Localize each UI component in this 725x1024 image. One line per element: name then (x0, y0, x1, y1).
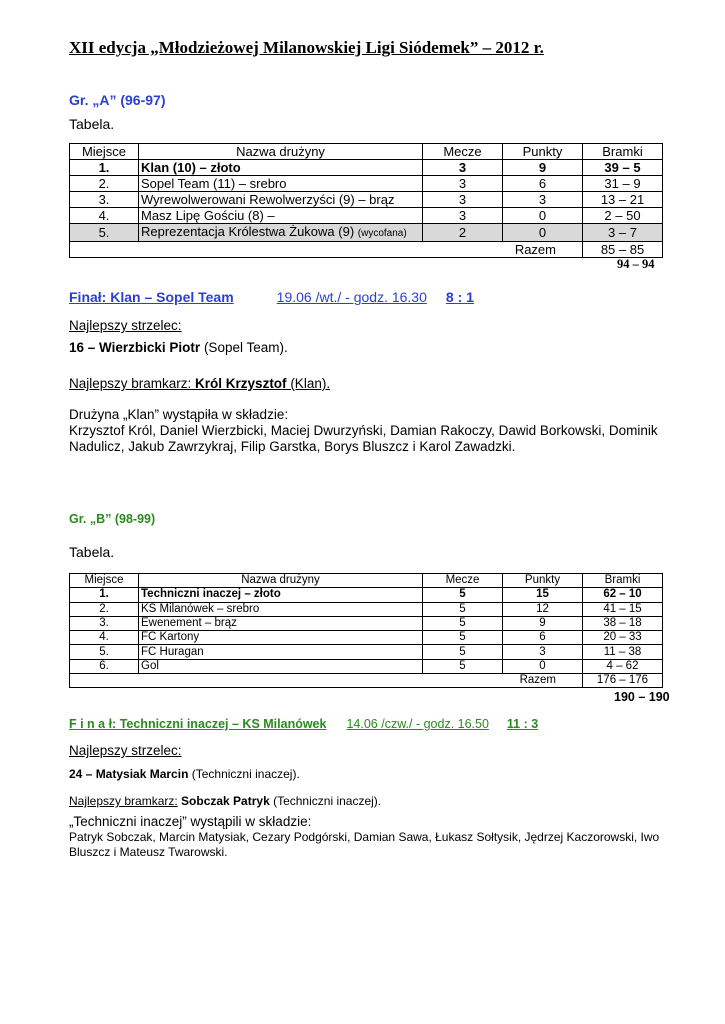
group-a-top-scorer-label: Najlepszy strzelec: (69, 318, 182, 333)
table-row (70, 208, 663, 224)
group-a-standings-table (69, 143, 663, 258)
final-score: 11 : 3 (506, 717, 539, 731)
goals-cell: 38 – 18 (583, 616, 663, 630)
final-score: 8 : 1 (445, 289, 474, 305)
goalkeeper-team: (Klan). (286, 376, 331, 391)
points-cell: 6 (503, 631, 583, 645)
goals-cell: 31 – 9 (583, 176, 663, 192)
group-a-heading: Gr. „A” (96-97) (69, 92, 166, 108)
top-scorer-name: 24 – Matysiak Marcin (69, 767, 189, 781)
games-cell: 3 (423, 192, 503, 208)
goals-cell: 3 – 7 (583, 224, 663, 242)
top-scorer-name: 16 – Wierzbicki Piotr (69, 340, 201, 355)
goals-cell: 13 – 21 (583, 192, 663, 208)
final-label: F i n a ł: Techniczni inaczej – KS Milanówek (69, 717, 327, 731)
goals-cell: 39 – 5 (583, 160, 663, 176)
place-cell: 3. (70, 616, 139, 630)
total-label: Razem (70, 674, 583, 688)
top-scorer-team: (Techniczni inaczej). (188, 767, 300, 781)
top-scorer-team: (Sopel Team). (200, 340, 288, 355)
header-points: Punkty (503, 144, 583, 160)
games-cell: 5 (423, 616, 503, 630)
total-value: 176 – 176 (583, 674, 663, 688)
goals-cell: 20 – 33 (583, 631, 663, 645)
table-total-row (70, 242, 663, 258)
points-cell: 9 (503, 160, 583, 176)
points-cell: 9 (503, 616, 583, 630)
team-cell: Klan (10) – złoto (139, 160, 423, 176)
team-withdrawn-note: (wycofana) (357, 228, 407, 239)
group-b-standings-table (69, 573, 663, 688)
goalkeeper-name: Król Krzysztof (195, 376, 287, 391)
goalkeeper-label: Najlepszy bramkarz: (69, 376, 196, 391)
page-title: XII edycja „Młodzieżowej Milanowskiej Ligi Siódemek” – 2012 r. (69, 38, 544, 57)
group-b-final (69, 717, 538, 731)
team-cell: Wyrewolwerowani Rewolwerzyści (9) – brąz (139, 192, 423, 208)
table-total-row (70, 674, 663, 688)
group-b-goalkeeper (69, 794, 381, 808)
place-cell: 1. (70, 588, 139, 602)
games-cell: 5 (423, 602, 503, 616)
final-date: 19.06 /wt./ - godz. 16.30 (276, 289, 427, 305)
goalkeeper-team: (Techniczni inaczej). (269, 794, 382, 808)
header-games: Mecze (423, 574, 503, 588)
table-row (70, 659, 663, 673)
place-cell: 6. (70, 659, 139, 673)
group-a-squad-list: Krzysztof Król, Daniel Wierzbicki, Maciej Dwurzyński, Damian Rakoczy, Dawid Borkowski, Dominik Nadulicz, Jakub Zawrzykraj, Filip Garstka, Borys Bluszcz i Karol Zawadzki. (69, 423, 658, 454)
group-b-heading: Gr. „B” (98-99) (69, 512, 156, 526)
team-name: Reprezentacja Królestwa Żukowa (9) (141, 224, 358, 239)
table-row (70, 645, 663, 659)
goalkeeper-label: Najlepszy bramkarz: (69, 794, 178, 808)
games-cell: 3 (423, 176, 503, 192)
group-a-extra-total: 94 – 94 (617, 257, 655, 271)
team-cell: FC Kartony (139, 631, 423, 645)
group-b-top-scorer-label: Najlepszy strzelec: (69, 743, 182, 758)
header-place: Miejsce (70, 144, 139, 160)
table-row-withdrawn (70, 224, 663, 242)
games-cell: 5 (423, 659, 503, 673)
team-cell: KS Milanówek – srebro (139, 602, 423, 616)
points-cell: 0 (503, 659, 583, 673)
place-cell: 5. (70, 645, 139, 659)
group-a-goalkeeper (69, 376, 330, 391)
header-points: Punkty (503, 574, 583, 588)
header-team: Nazwa drużyny (139, 574, 423, 588)
group-b-squad-intro: „Techniczni inaczej” wystąpili w składzie: (69, 814, 312, 829)
place-cell: 1. (70, 160, 139, 176)
games-cell: 2 (423, 224, 503, 242)
table-row (70, 160, 663, 176)
group-b-table-label: Tabela. (69, 544, 115, 560)
place-cell: 3. (70, 192, 139, 208)
goals-cell: 41 – 15 (583, 602, 663, 616)
table-row (70, 192, 663, 208)
table-header-row (70, 144, 663, 160)
total-label: Razem (70, 242, 583, 258)
table-row (70, 616, 663, 630)
games-cell: 5 (423, 631, 503, 645)
team-cell: Ewenement – brąz (139, 616, 423, 630)
goals-cell: 62 – 10 (583, 588, 663, 602)
group-b-extra-total: 190 – 190 (614, 690, 670, 704)
team-cell (139, 224, 423, 242)
goals-cell: 11 – 38 (583, 645, 663, 659)
place-cell: 2. (70, 176, 139, 192)
group-a-table-label: Tabela. (69, 116, 115, 132)
games-cell: 5 (423, 645, 503, 659)
group-b-top-scorer (69, 767, 300, 781)
header-place: Miejsce (70, 574, 139, 588)
team-cell: Techniczni inaczej – złoto (139, 588, 423, 602)
points-cell: 3 (503, 645, 583, 659)
table-row (70, 588, 663, 602)
team-cell: Sopel Team (11) – srebro (139, 176, 423, 192)
header-goals: Bramki (583, 144, 663, 160)
team-cell: Masz Lipę Gościu (8) – (139, 208, 423, 224)
table-header-row (70, 574, 663, 588)
points-cell: 12 (503, 602, 583, 616)
points-cell: 3 (503, 192, 583, 208)
group-a-final (69, 289, 474, 305)
games-cell: 3 (423, 208, 503, 224)
place-cell: 4. (70, 208, 139, 224)
group-b-squad-list: Patryk Sobczak, Marcin Matysiak, Cezary Podgórski, Damian Sawa, Łukasz Sołtysik, Jędrzej Kaczorowski, Iwo Bluszcz i Mateusz Twarowski. (69, 830, 660, 859)
group-a-squad-intro: Drużyna „Klan” wystąpiła w składzie: (69, 407, 289, 422)
table-row (70, 602, 663, 616)
games-cell: 3 (423, 160, 503, 176)
final-date: 14.06 /czw./ - godz. 16.50 (346, 717, 489, 731)
points-cell: 0 (503, 224, 583, 242)
header-team: Nazwa drużyny (139, 144, 423, 160)
points-cell: 0 (503, 208, 583, 224)
place-cell: 2. (70, 602, 139, 616)
points-cell: 15 (503, 588, 583, 602)
team-cell: FC Huragan (139, 645, 423, 659)
team-cell: Gol (139, 659, 423, 673)
group-a-top-scorer (69, 340, 288, 355)
place-cell: 4. (70, 631, 139, 645)
header-goals: Bramki (583, 574, 663, 588)
header-games: Mecze (423, 144, 503, 160)
games-cell: 5 (423, 588, 503, 602)
goals-cell: 2 – 50 (583, 208, 663, 224)
table-row (70, 631, 663, 645)
points-cell: 6 (503, 176, 583, 192)
final-label: Finał: Klan – Sopel Team (69, 289, 234, 305)
place-cell: 5. (70, 224, 139, 242)
total-value: 85 – 85 (583, 242, 663, 258)
table-row (70, 176, 663, 192)
goalkeeper-name: Sobczak Patryk (177, 794, 270, 808)
goals-cell: 4 – 62 (583, 659, 663, 673)
